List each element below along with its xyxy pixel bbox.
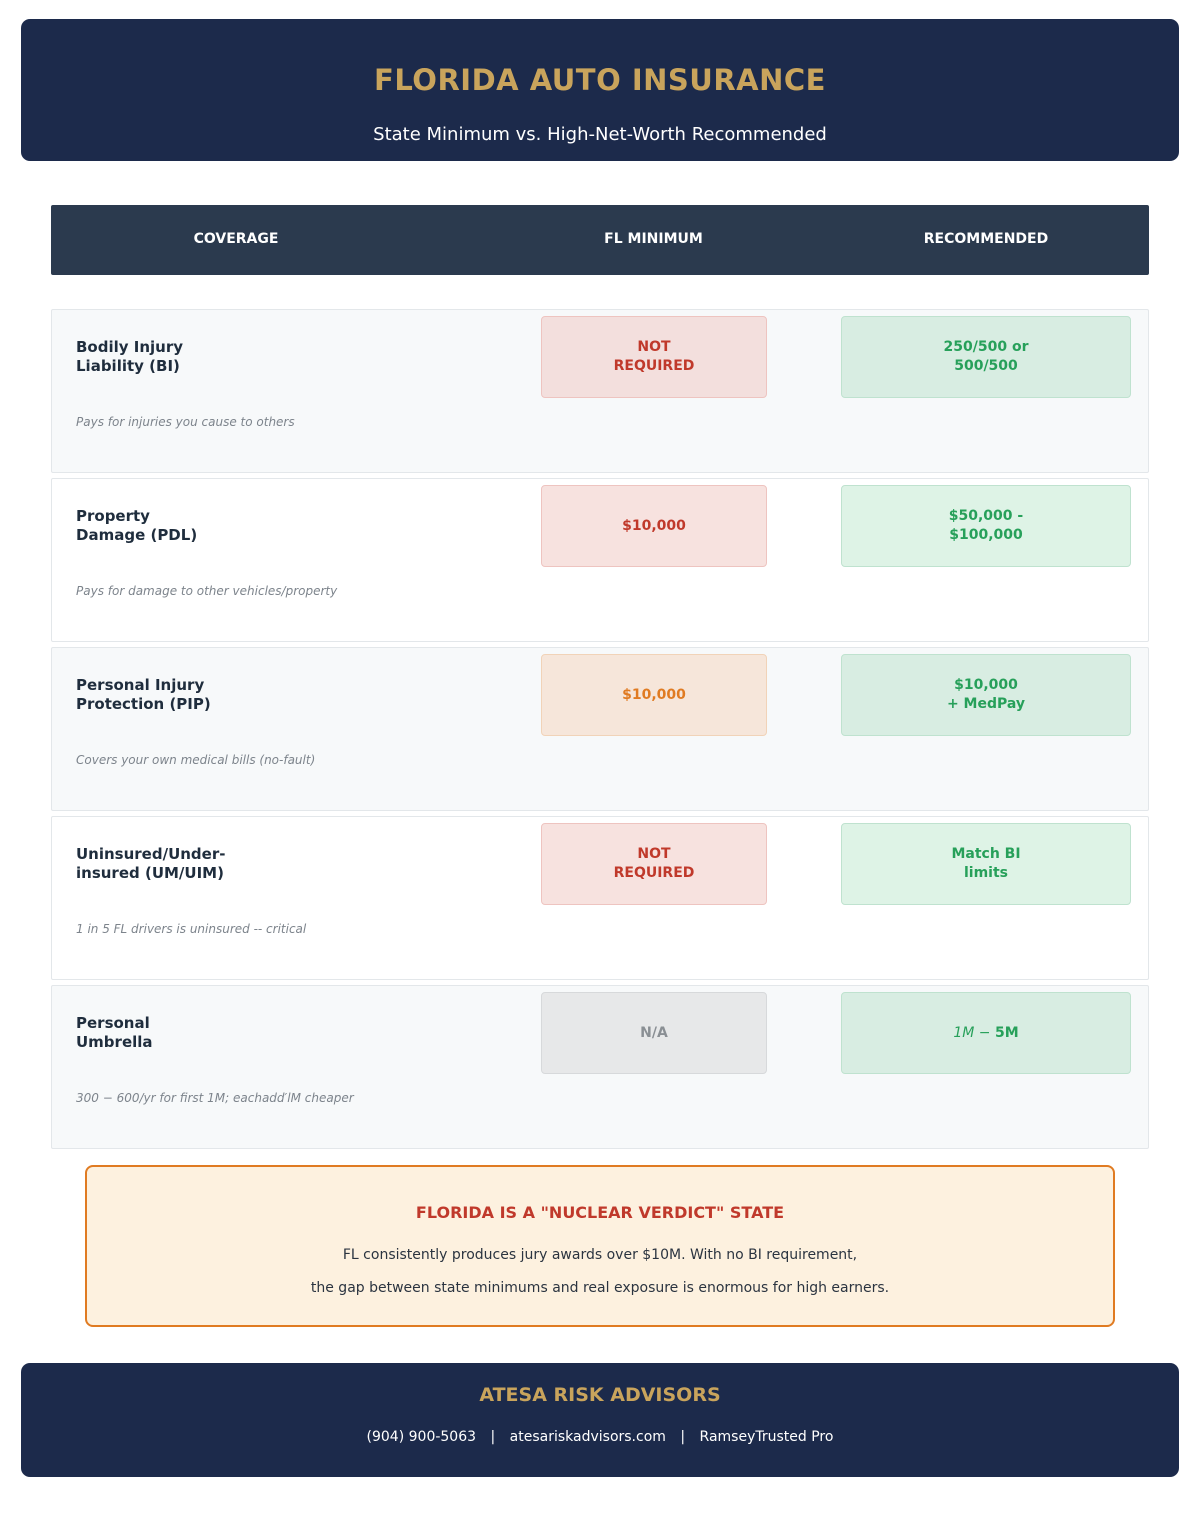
footer-separator: |	[490, 1429, 496, 1445]
callout-title: FLORIDA IS A "NUCLEAR VERDICT" STATE	[415, 1203, 785, 1222]
recommended-badge	[841, 485, 1131, 567]
recommended-value: 250/500 or	[943, 339, 1029, 355]
table-row	[51, 309, 1149, 473]
coverage-name-line: Property	[76, 507, 150, 525]
callout-text: the gap between state minimums and real exposure is enormous for high earners.	[310, 1280, 890, 1296]
table-row	[51, 816, 1149, 980]
minimum-value: NOT	[637, 339, 671, 355]
coverage-note: Covers your own medical bills (no-fault)	[76, 753, 316, 767]
minimum-badge	[541, 823, 767, 905]
coverage-name-line: Bodily Injury	[76, 338, 184, 356]
column-header-coverage: COVERAGE	[193, 231, 279, 247]
coverage-note: Pays for damage to other vehicles/property	[76, 584, 338, 598]
recommended-value: limits	[963, 865, 1008, 881]
column-header-fl-minimum: FL MINIMUM	[604, 231, 703, 247]
recommended-value: $100,000	[949, 527, 1023, 543]
coverage-name	[76, 338, 336, 376]
recommended-value: $50,000 -	[948, 508, 1024, 524]
coverage-name	[76, 1014, 336, 1052]
recommended-value: 1M −	[953, 1024, 995, 1041]
table-row	[51, 985, 1149, 1149]
recommended-value: Match BI	[951, 846, 1021, 862]
minimum-badge	[541, 485, 767, 567]
page-footer	[21, 1363, 1179, 1477]
minimum-value: REQUIRED	[613, 358, 695, 374]
coverage-name	[76, 845, 336, 883]
nuclear-verdict-callout	[85, 1165, 1115, 1327]
coverage-name-line: Damage (PDL)	[76, 526, 198, 544]
table-row	[51, 478, 1149, 642]
coverage-note: Pays for injuries you cause to others	[76, 415, 295, 429]
footer-website: atesariskadvisors.com	[509, 1429, 666, 1445]
coverage-name-line: Personal	[76, 1014, 150, 1032]
minimum-badge	[541, 992, 767, 1074]
coverage-name-line: insured (UM/UIM)	[76, 864, 224, 882]
minimum-value: NOT	[637, 846, 671, 862]
recommended-badge	[841, 823, 1131, 905]
footer-credential: RamseyTrusted Pro	[699, 1429, 834, 1445]
page-title: FLORIDA AUTO INSURANCE	[374, 63, 826, 97]
footer-separator: |	[680, 1429, 686, 1445]
minimum-badge	[541, 654, 767, 736]
coverage-name-line: Personal Injury	[76, 676, 205, 694]
minimum-badge	[541, 316, 767, 398]
coverage-name	[76, 676, 336, 714]
footer-contact	[21, 1429, 1179, 1445]
recommended-value: $10,000	[954, 677, 1018, 693]
coverage-name-line: Uninsured/Under-	[76, 845, 226, 863]
coverage-name-line: Protection (PIP)	[76, 695, 211, 713]
coverage-name-line: Umbrella	[76, 1033, 153, 1051]
minimum-value: REQUIRED	[613, 865, 695, 881]
table-row	[51, 647, 1149, 811]
table-header	[51, 205, 1149, 275]
page-subtitle: State Minimum vs. High-Net-Worth Recommended	[373, 124, 827, 145]
column-header-recommended: RECOMMENDED	[923, 231, 1049, 247]
page-header	[21, 19, 1179, 161]
recommended-value: 500/500	[954, 358, 1018, 374]
coverage-note: 1 in 5 FL drivers is uninsured -- critical	[76, 922, 307, 936]
minimum-value: $10,000	[622, 517, 686, 534]
coverage-name-line: Liability (BI)	[76, 357, 180, 375]
recommended-badge	[841, 654, 1131, 736]
minimum-value: $10,000	[622, 686, 686, 703]
coverage-note: 300 − 600/yr for first 1M; eachadd′lM cheaper	[76, 1091, 354, 1105]
recommended-value: + MedPay	[946, 696, 1026, 712]
recommended-badge	[841, 316, 1131, 398]
recommended-value: 5M	[994, 1024, 1019, 1041]
footer-phone: (904) 900-5063	[366, 1429, 477, 1445]
footer-brand: ATESA RISK ADVISORS	[479, 1384, 721, 1406]
recommended-badge	[841, 992, 1131, 1074]
callout-text: FL consistently produces jury awards over $10M. With no BI requirement,	[342, 1247, 858, 1263]
coverage-name	[76, 507, 336, 545]
minimum-value: N/A	[640, 1024, 668, 1041]
